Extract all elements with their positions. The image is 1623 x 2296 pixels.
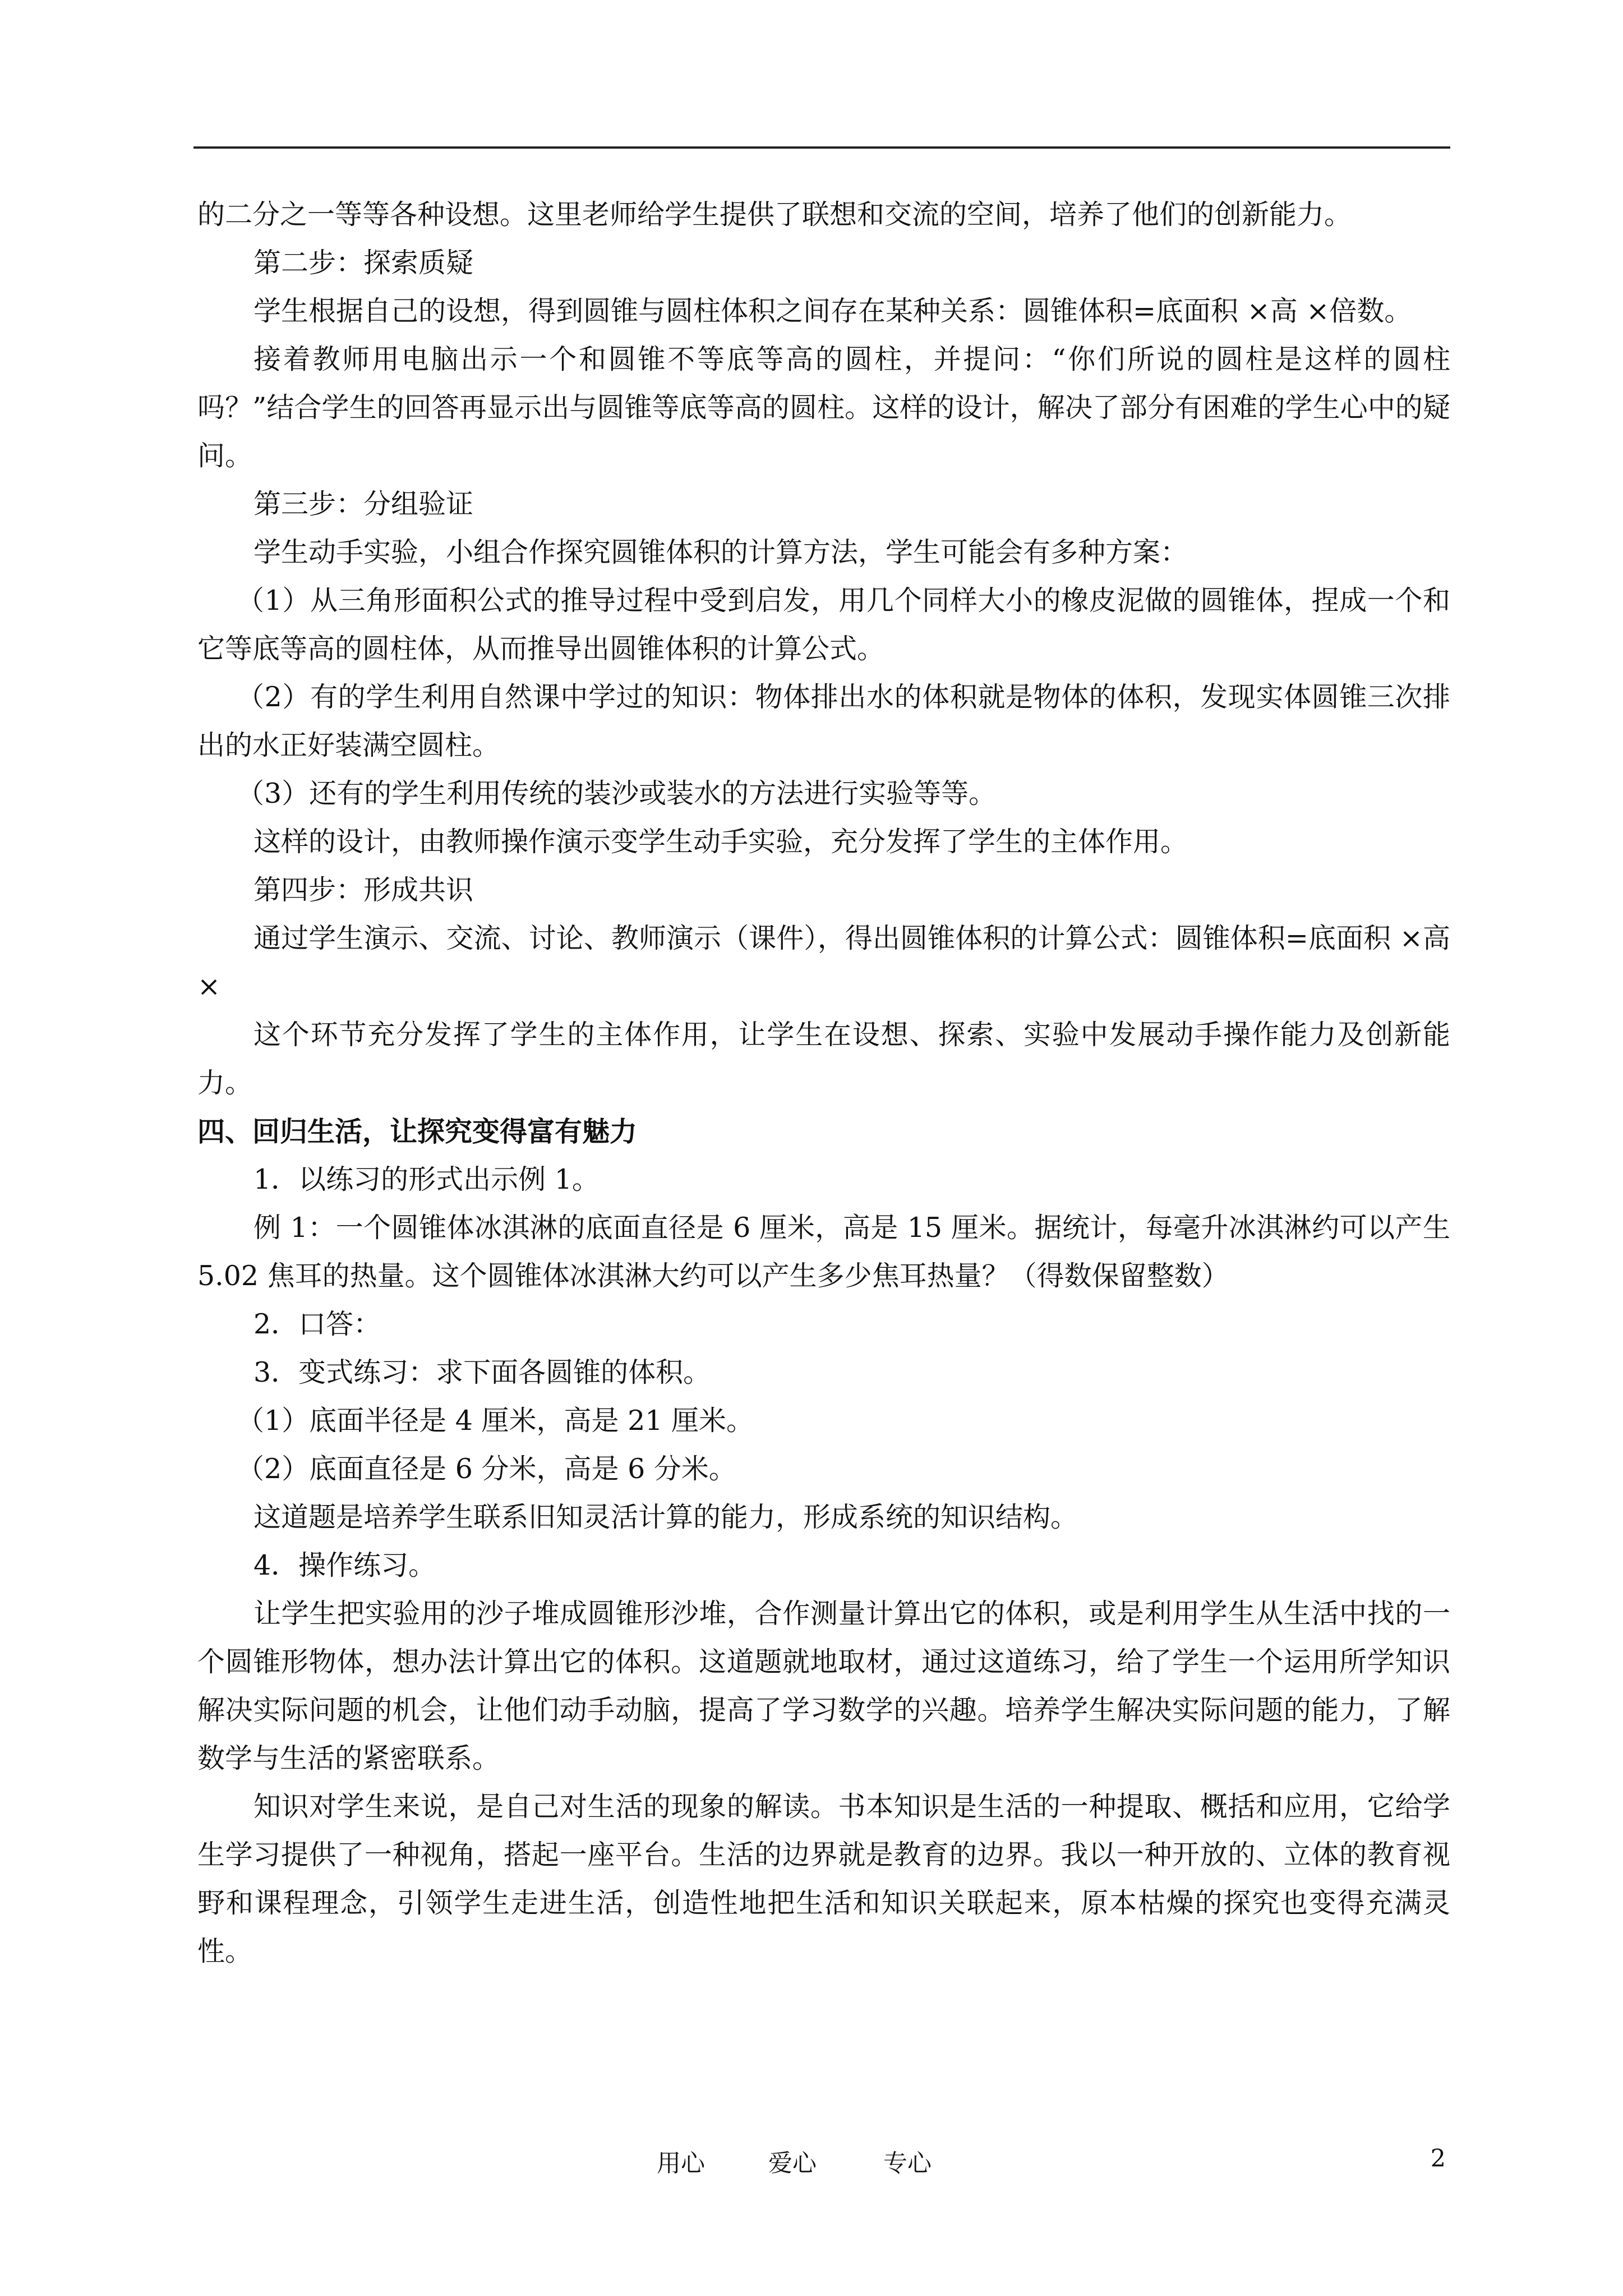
paragraph: （3）还有的学生利用传统的装沙或装水的方法进行实验等等。 (237, 777, 997, 809)
paragraph: 知识对学生来说，是自己对生活的现象的解读。书本知识是生活的一种提取、概括和应用，它给学生学习提供了一种视角，搭起一座平台。生活的边界就是教育的边界。我以一种开放的、立体的教育视野和课程理念，引领学生走进生活，创造性地把生活和知识关联起来，原本枯燥的探究也变得充满灵性。 (197, 1791, 1450, 1967)
paragraph: 4．操作练习。 (253, 1549, 436, 1581)
document-body (197, 191, 1450, 1976)
paragraph: （1）底面半径是 4 厘米，高是 21 厘米。 (237, 1405, 754, 1437)
paragraph: 学生根据自己的设想，得到圆锥与圆柱体积之间存在某种关系：圆锥体积=底面积 ×高 ×倍数。 (253, 295, 1412, 327)
paragraph: （1）从三角形面积公式的推导过程中受到启发，用几个同样大小的橡皮泥做的圆锥体，捏成一个和它等底等高的圆柱体，从而推导出圆锥体积的计算公式。 (197, 585, 1450, 665)
paragraph: 接着教师用电脑出示一个和圆锥不等底等高的圆柱，并提问：“你们所说的圆柱是这样的圆柱吗？”结合学生的回答再显示出与圆锥等底等高的圆柱。这样的设计，解决了部分有困难的学生心中的疑问。 (197, 343, 1450, 472)
footer-motto-1: 用心 (657, 2150, 705, 2178)
paragraph: 学生动手实验，小组合作探究圆锥体积的计算方法，学生可能会有多种方案： (253, 536, 1188, 568)
footer-motto-2: 爱心 (768, 2150, 817, 2178)
paragraph: （2）底面直径是 6 分米，高是 6 分米。 (237, 1453, 736, 1485)
paragraph: 第三步：分组验证 (253, 488, 474, 520)
paragraph: 第四步：形成共识 (253, 874, 474, 906)
paragraph: 例 1：一个圆锥体冰淇淋的底面直径是 6 厘米，高是 15 厘米。据统计，每毫升冰淇淋约可以产生 5.02 焦耳的热量。这个圆锥体冰淇淋大约可以产生多少焦耳热量？（得数保留整数） (197, 1212, 1450, 1292)
page-number: 2 (1430, 2145, 1446, 2173)
paragraph: 这个环节充分发挥了学生的主体作用，让学生在设想、探索、实验中发展动手操作能力及创新能力。 (197, 1019, 1450, 1099)
footer-motto-3: 专心 (883, 2150, 932, 2178)
paragraph: 这道题是培养学生联系旧知灵活计算的能力，形成系统的知识结构。 (253, 1501, 1078, 1533)
header-rule (193, 146, 1450, 149)
paragraph: 通过学生演示、交流、讨论、教师演示（课件），得出圆锥体积的计算公式：圆锥体积=底面积 ×高 × (197, 922, 1450, 1002)
paragraph: 第二步：探索质疑 (253, 247, 474, 279)
paragraph: 3．变式练习：求下面各圆锥的体积。 (253, 1356, 711, 1388)
page-footer (0, 2145, 1623, 2178)
paragraph: 1．以练习的形式出示例 1。 (253, 1163, 600, 1195)
paragraph: 让学生把实验用的沙子堆成圆锥形沙堆，合作测量计算出它的体积，或是利用学生从生活中找的一个圆锥形物体，想办法计算出它的体积。这道题就地取材，通过这道练习，给了学生一个运用所学知识解决实际问题的机会，让他们动手动脑，提高了学习数学的兴趣。培养学生解决实际问题的能力，了解数学与生活的紧密联系。 (197, 1598, 1450, 1774)
paragraph: 这样的设计，由教师操作演示变学生动手实验，充分发挥了学生的主体作用。 (253, 826, 1188, 858)
section-heading: 四、回归生活，让探究变得富有魅力 (197, 1115, 638, 1148)
paragraph: 的二分之一等等各种设想。这里老师给学生提供了联想和交流的空间，培养了他们的创新能力。 (197, 199, 1352, 231)
paragraph: （2）有的学生利用自然课中学过的知识：物体排出水的体积就是物体的体积，发现实体圆锥三次排出的水正好装满空圆柱。 (197, 681, 1450, 761)
paragraph: 2．口答： (253, 1308, 381, 1340)
